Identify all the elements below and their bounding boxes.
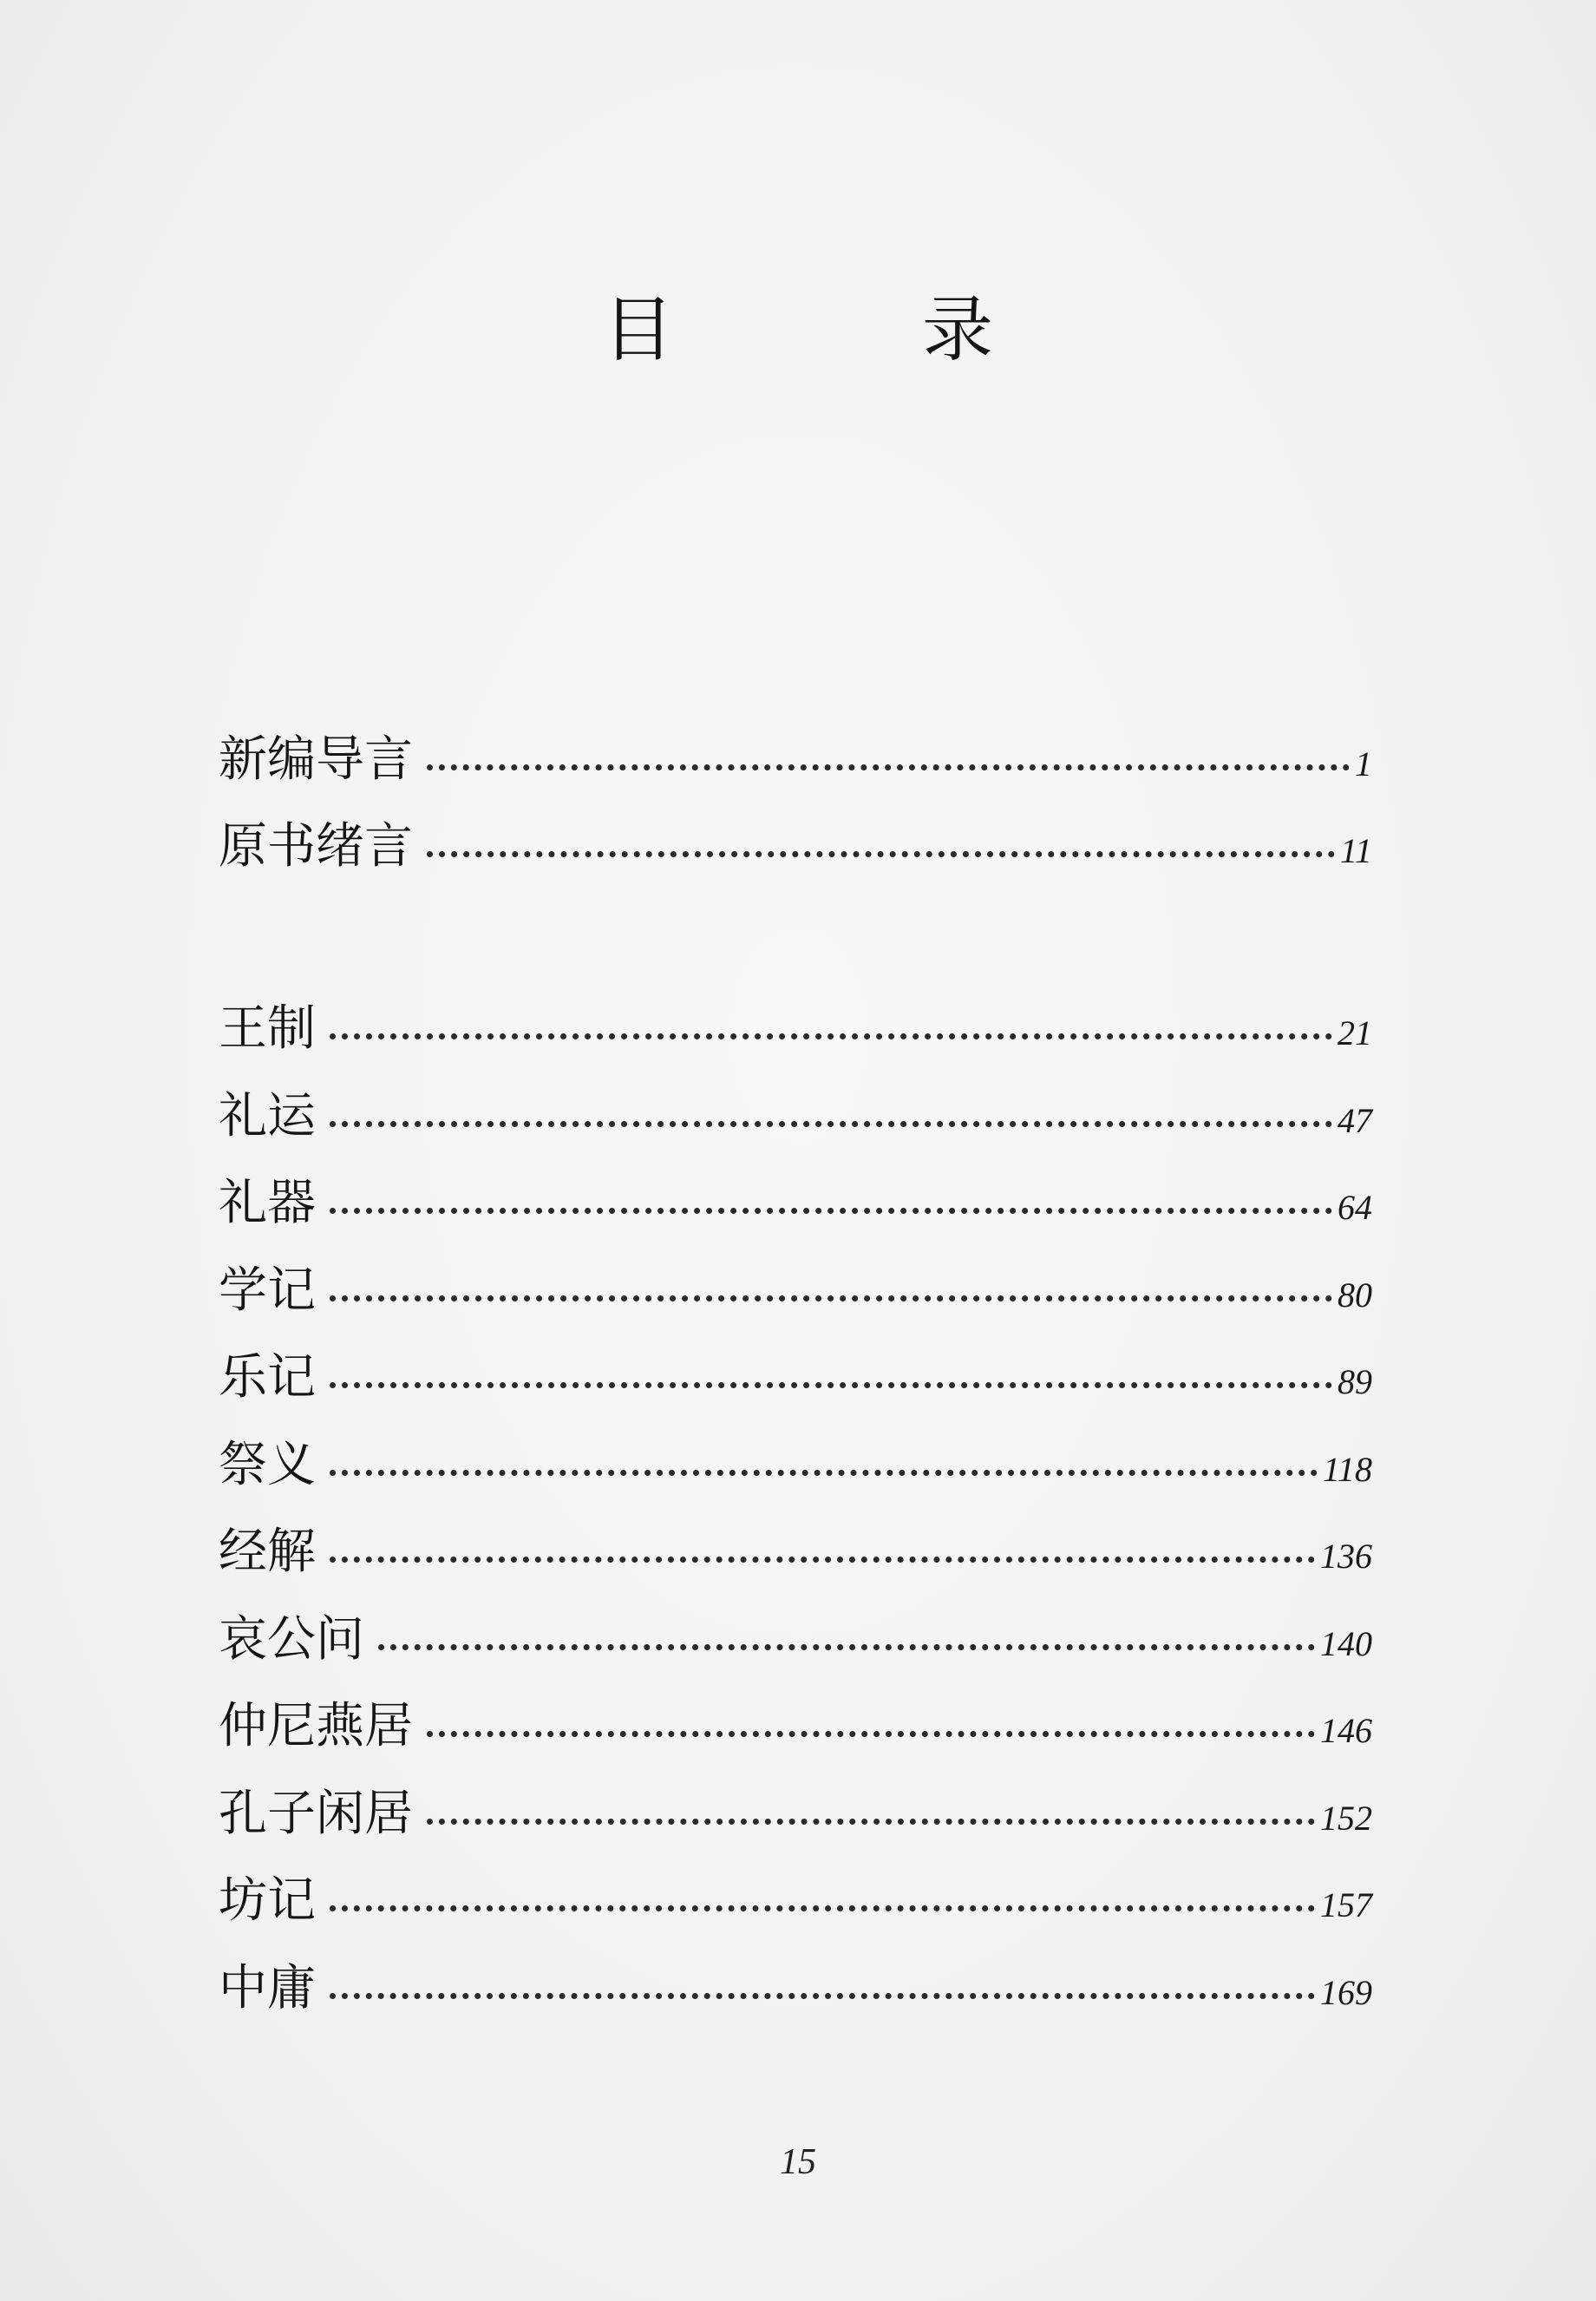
dot-leader — [330, 1557, 1315, 1563]
toc-entry-page: 1 — [1355, 744, 1372, 783]
toc-entry-title: 哀公问 — [219, 1610, 364, 1668]
toc-entry-title: 乐记 — [219, 1349, 316, 1406]
chapter-list — [219, 1000, 1372, 2051]
toc-entry[interactable] — [219, 1872, 1372, 1964]
dot-leader — [330, 1121, 1332, 1127]
toc-entry-page: 21 — [1338, 1013, 1372, 1052]
dot-leader — [330, 1993, 1315, 1999]
toc-entry[interactable] — [219, 1349, 1372, 1441]
toc-entry-page: 118 — [1322, 1449, 1372, 1489]
toc-entry-title: 孔子闲居 — [219, 1785, 413, 1842]
dot-leader — [427, 851, 1335, 857]
toc-entry-page: 136 — [1320, 1537, 1372, 1576]
toc-entry-page: 80 — [1338, 1275, 1372, 1314]
dot-leader — [330, 1382, 1332, 1388]
dot-leader — [427, 1731, 1315, 1737]
toc-entry[interactable] — [219, 1000, 1372, 1092]
toc-entry-title: 中庸 — [219, 1959, 316, 2016]
dot-leader — [330, 1033, 1332, 1039]
toc-entry-title: 礼运 — [219, 1087, 316, 1144]
toc-entry-title: 祭义 — [219, 1436, 316, 1493]
toc-entry[interactable] — [219, 1610, 1372, 1703]
dot-leader — [330, 1208, 1332, 1214]
toc-entry-page: 64 — [1338, 1188, 1372, 1227]
toc-entry[interactable] — [219, 1524, 1372, 1616]
dot-leader — [330, 1295, 1332, 1301]
toc-entry-page: 47 — [1338, 1100, 1372, 1140]
toc-entry-title: 仲尼燕居 — [219, 1698, 413, 1754]
toc-entry-page: 146 — [1320, 1711, 1372, 1750]
dot-leader — [330, 1905, 1315, 1911]
toc-entry-title: 礼器 — [219, 1175, 316, 1231]
dot-leader — [378, 1644, 1315, 1650]
toc-entry-title: 学记 — [219, 1262, 316, 1319]
toc-entry[interactable] — [219, 1175, 1372, 1267]
toc-entry-title: 坊记 — [219, 1872, 316, 1929]
toc-entry-page: 11 — [1339, 831, 1372, 870]
dot-leader — [330, 1470, 1318, 1476]
toc-entry-title: 原书绪言 — [219, 818, 413, 875]
toc-heading: 目 录 — [602, 289, 1107, 371]
toc-entry-page: 169 — [1320, 1972, 1372, 2012]
toc-entry-page: 89 — [1338, 1362, 1372, 1401]
toc-entry[interactable] — [219, 731, 1372, 823]
toc-entry[interactable] — [219, 1087, 1372, 1180]
toc-entry[interactable] — [219, 1785, 1372, 1878]
front-matter-list — [219, 731, 1372, 909]
dot-leader — [427, 1819, 1315, 1825]
toc-entry-title: 新编导言 — [219, 731, 413, 788]
toc-entry[interactable] — [219, 1959, 1372, 2052]
toc-entry[interactable] — [219, 1262, 1372, 1354]
toc-entry-title: 经解 — [219, 1524, 316, 1580]
toc-entry[interactable] — [219, 1698, 1372, 1790]
toc-entry-page: 157 — [1320, 1885, 1372, 1924]
toc-entry[interactable] — [219, 818, 1372, 909]
toc-entry-title: 王制 — [219, 1000, 316, 1057]
toc-entry-page: 152 — [1320, 1798, 1372, 1838]
dot-leader — [427, 764, 1350, 770]
toc-entry[interactable] — [219, 1436, 1372, 1529]
page-number: 15 — [780, 2142, 816, 2182]
toc-entry-page: 140 — [1320, 1623, 1372, 1663]
